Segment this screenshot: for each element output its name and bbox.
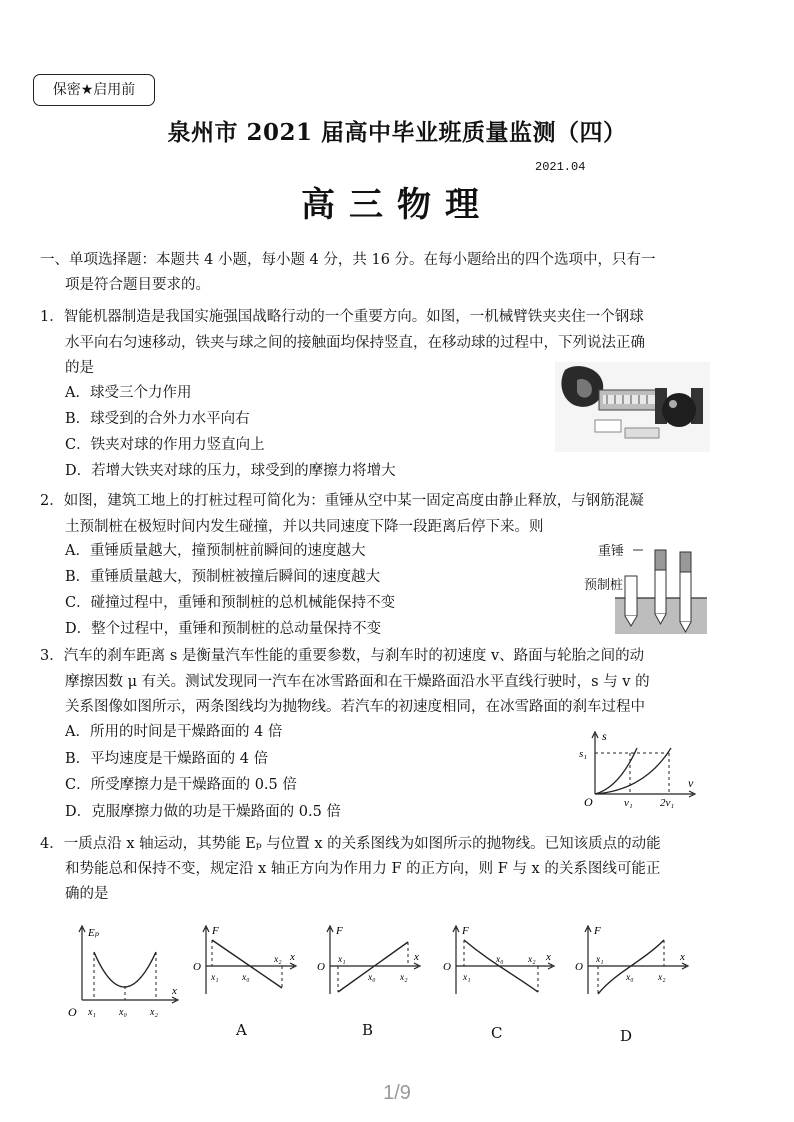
exam-date: 2021.04 [535, 160, 586, 174]
q4-line1: 4．一质点沿 x 轴运动，其势能 Eₚ 与位置 x 的关系图线为如图所示的抛物线。已知该质点的动能 [40, 836, 661, 852]
graph-c-x1: x₁ [463, 973, 471, 983]
ep-x2-label: x₂ [150, 1007, 158, 1018]
graph-a-x0: x₀ [242, 973, 250, 983]
sv-origin-label: O [584, 795, 593, 809]
graph-a-y-label: F [212, 925, 219, 937]
q2-option-d: D．整个过程中，重锤和预制桩的总动量保持不变 [65, 621, 382, 637]
graph-a-label: A [236, 1021, 247, 1039]
q1-option-d: D．若增大铁夹对球的压力，球受到的摩擦力将增大 [65, 463, 396, 479]
q4-line3: 确的是 [65, 886, 109, 902]
graph-c-x-label: x [546, 951, 551, 963]
graph-b-x2: x₂ [400, 973, 408, 983]
graph-option-b [314, 922, 426, 1002]
page-number: 1/9 [383, 1082, 411, 1104]
q2-line1: 2．如图，建筑工地上的打桩过程可简化为：重锤从空中某一固定高度由静止释放，与钢筋混凝 [40, 493, 644, 509]
graph-c-x2: x₂ [528, 955, 536, 965]
ep-x-graph [64, 922, 186, 1020]
sv-2v1-label: 2v₁ [660, 797, 675, 809]
graph-d-label: D [620, 1027, 633, 1045]
sv-v1-label: v₁ [624, 797, 633, 809]
q1-line1: 1．智能机器制造是我国实施强国战略行动的一个重要方向。如图，一机械臂铁夹夹住一个钢球 [40, 309, 644, 325]
q2-option-c: C．碰撞过程中，重锤和预制桩的总机械能保持不变 [65, 595, 396, 611]
graph-c-y-label: F [462, 925, 469, 937]
graph-b-origin: O [317, 961, 325, 973]
q2-line2: 土预制桩在极短时间内发生碰撞，并以共同速度下降一段距离后停下来。则 [65, 519, 544, 535]
graph-a-x-label: x [290, 951, 295, 963]
graph-b-label: B [362, 1021, 374, 1039]
ep-origin-label: O [68, 1005, 77, 1019]
q2-option-b: B．重锤质量越大，预制桩被撞后瞬间的速度越大 [65, 569, 381, 585]
q2-option-a: A．重锤质量越大，撞预制桩前瞬间的速度越大 [65, 543, 366, 559]
subject-title: 高三物理 [301, 185, 493, 225]
sv-graph [575, 728, 700, 810]
graph-option-c [440, 922, 560, 1002]
pile-driving-figure [615, 540, 707, 636]
q1-option-c: C．铁夹对球的作用力竖直向上 [65, 437, 265, 453]
exam-title: 泉州市 2021 届高中毕业班质量监测（四） [167, 119, 627, 146]
graph-b-x0: x₀ [368, 973, 376, 983]
graph-d-x1: x₁ [596, 955, 604, 965]
q3-line3: 关系图像如图所示，两条图线均为抛物线。若汽车的初速度相同，在冰雪路面的刹车过程中 [65, 699, 645, 715]
graph-option-d [572, 922, 694, 1002]
q1-line2: 水平向右匀速移动，铁夹与球之间的接触面均保持竖直，在移动球的过程中，下列说法正确 [65, 335, 645, 351]
graph-b-y-label: F [336, 925, 343, 937]
q3-option-d: D．克服摩擦力做的功是干燥路面的 0.5 倍 [65, 804, 341, 820]
confidential-stamp: 保密★启用前 [33, 74, 155, 106]
q3-option-c: C．所受摩擦力是干燥路面的 0.5 倍 [65, 777, 297, 793]
q4-line2: 和势能总和保持不变，规定沿 x 轴正方向为作用力 F 的正方向，则 F 与 x 的关系图线可能正 [65, 861, 661, 877]
q3-line1: 3．汽车的刹车距离 s 是衡量汽车性能的重要参数，与刹车时的初速度 v、路面与轮胎之间的动 [40, 648, 645, 664]
q1-line3: 的是 [65, 360, 94, 376]
pile-label: 预制桩 [584, 578, 624, 593]
q3-option-b: B．平均速度是干燥路面的 4 倍 [65, 751, 269, 767]
q1-option-b: B．球受到的合外力水平向右 [65, 411, 250, 427]
graph-c-origin: O [443, 961, 451, 973]
hammer-label: 重锤 [598, 544, 625, 559]
graph-c-x0: x₀ [496, 955, 504, 965]
sv-y-label: s [602, 729, 607, 743]
graph-d-x0: x₀ [626, 973, 634, 983]
graph-b-x1: x₁ [338, 955, 346, 965]
graph-c-label: C [491, 1024, 503, 1042]
graph-d-origin: O [575, 961, 583, 973]
graph-b-x-label: x [414, 951, 419, 963]
graph-d-y-label: F [594, 925, 601, 937]
section-intro-line1: 一、单项选择题：本题共 4 小题，每小题 4 分，共 16 分。在每小题给出的四个选项中，只有一 [40, 252, 656, 268]
ep-y-label: Eₚ [88, 927, 100, 939]
graph-a-x2: x₂ [274, 955, 282, 965]
graph-a-x1: x₁ [211, 973, 219, 983]
robot-arm-figure [555, 362, 710, 452]
graph-option-a [190, 922, 302, 1002]
graph-d-x-label: x [680, 951, 685, 963]
ep-x0-label: x₀ [119, 1007, 127, 1018]
ep-x-label: x [172, 985, 177, 997]
sv-x-label: v [688, 776, 694, 790]
graph-d-x2: x₂ [658, 973, 666, 983]
sv-s1-label: s₁ [579, 748, 588, 760]
ep-x1-label: x₁ [88, 1007, 96, 1018]
graph-a-origin: O [193, 961, 201, 973]
section-intro-line2: 项是符合题目要求的。 [65, 277, 210, 293]
q1-option-a: A．球受三个力作用 [65, 385, 192, 401]
q3-line2: 摩擦因数 μ 有关。测试发现同一汽车在冰雪路面和在干燥路面沿水平直线行驶时，s 与 v 的 [65, 674, 650, 690]
q3-option-a: A．所用的时间是干燥路面的 4 倍 [65, 724, 283, 740]
